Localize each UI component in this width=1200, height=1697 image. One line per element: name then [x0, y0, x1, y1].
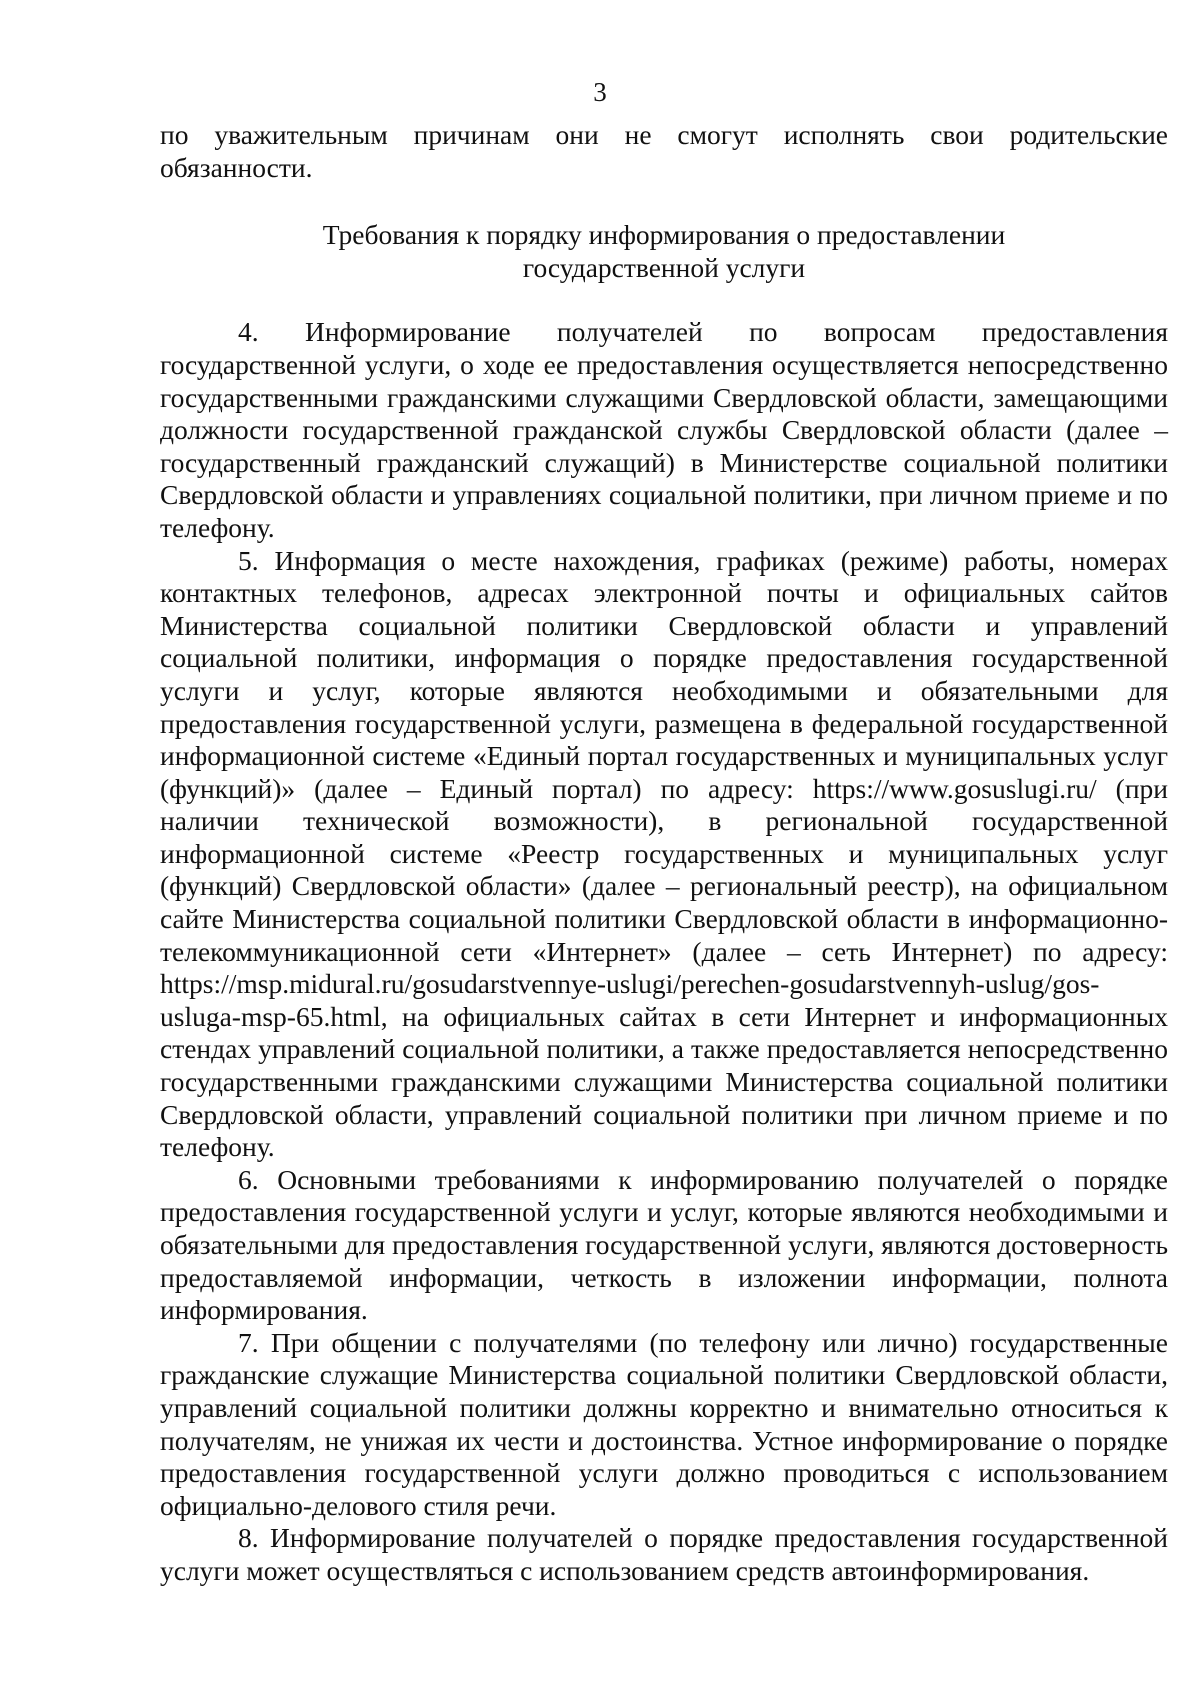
paragraph-8-text: Информирование получателей о порядке предоставления государственной услуги может осуществляться с использованием средств автоинформирования. [160, 1522, 1169, 1586]
paragraph-4-number: 4. [238, 316, 259, 348]
gosuslugi-url-text: https://www.gosuslugi.ru/ [812, 772, 1097, 804]
paragraph-5 [160, 545, 1168, 1164]
section-heading [160, 219, 1168, 284]
paragraph-7 [160, 1327, 1168, 1523]
page-number: 3 [593, 77, 607, 107]
intro-paragraph: по уважительным причинам они не смогут исполнять свои родительские обязанности. [160, 119, 1168, 183]
paragraph-8 [160, 1522, 1168, 1587]
section-heading-line-2: государственной услуги [522, 251, 806, 283]
paragraph-6-number: 6. [238, 1163, 259, 1195]
paragraph-5-number: 5. [238, 544, 259, 576]
paragraph-5-text-part-2: (при наличии технической возможности), в региональной государственной информационной системе «Реестр государственных и муниципальных услуг (функций) Свердловской области» (далее – региональный реестр), на официальном сайте Министерства социальной политики Свердловской области в информационно-телекоммуникационной сети «Интернет» (далее – сеть Интернет) по адресу: [160, 772, 1169, 967]
paragraph-4 [160, 316, 1168, 544]
paragraph-7-text: При общении с получателями (по телефону или лично) государственные гражданские служащие Министерства социальной политики Свердловской области, управлений социальной политики должны корректно и внимательно относиться к получателям, не унижая их чести и достоинства. Устное информирование о порядке предоставления государственной услуги должно проводиться с использованием официально-делового стиля речи. [160, 1326, 1168, 1521]
paragraph-6 [160, 1164, 1168, 1327]
section-heading-line-1: Требования к порядку информирования о предоставлении [322, 219, 1006, 251]
paragraph-4-text: Информирование получателей по вопросам предоставления государственной услуги, о ходе ее предоставления осуществляется непосредственно государственными гражданскими служащими Свердловской области, замещающими должности государственной гражданской службы Свердловской области (далее – государственный гражданский служащий) в Министерстве социальной политики Свердловской области и управлениях социальной политики, при личном приеме и по телефону. [160, 316, 1168, 543]
paragraph-8-number: 8. [238, 1522, 259, 1554]
paragraph-7-number: 7. [238, 1326, 259, 1358]
paragraph-5-text-part-1: Информация о месте нахождения, графиках (режиме) работы, номерах контактных телефонов, адресах электронной почты и официальных сайтов Министерства социальной политики Свердловской области и управлений социальной политики, информация о порядке предоставления государственной услуги и услуг, которые являются необходимыми и обязательными для предоставления государственной услуги, размещена в федеральной государственной информационной системе «Единый портал государственных и муниципальных услуг (функций)» (далее – Единый портал) по адресу: [160, 544, 1169, 804]
paragraph-5-text-part-3: , на официальных сайтах в сети Интернет и информационных стендах управлений социальной политики, а также предоставляется непосредственно государственными гражданскими служащими Министерства социальной политики Свердловской области, управлений социальной политики при личном приеме и по телефону. [160, 1000, 1168, 1163]
msp-midural-url-text: https://msp.midural.ru/gosudarstvennye-uslugi/perechen-gosudarstvennyh-uslug/gos-usluga-msp-65.html [160, 968, 1100, 1032]
document-content [160, 119, 1168, 1588]
paragraph-6-text: Основными требованиями к информированию получателей о порядке предоставления государственной услуги и услуг, которые являются необходимыми и обязательными для предоставления государственной услуги, являются достоверность предоставляемой информации, четкость в изложении информации, полнота информирования. [160, 1163, 1169, 1326]
